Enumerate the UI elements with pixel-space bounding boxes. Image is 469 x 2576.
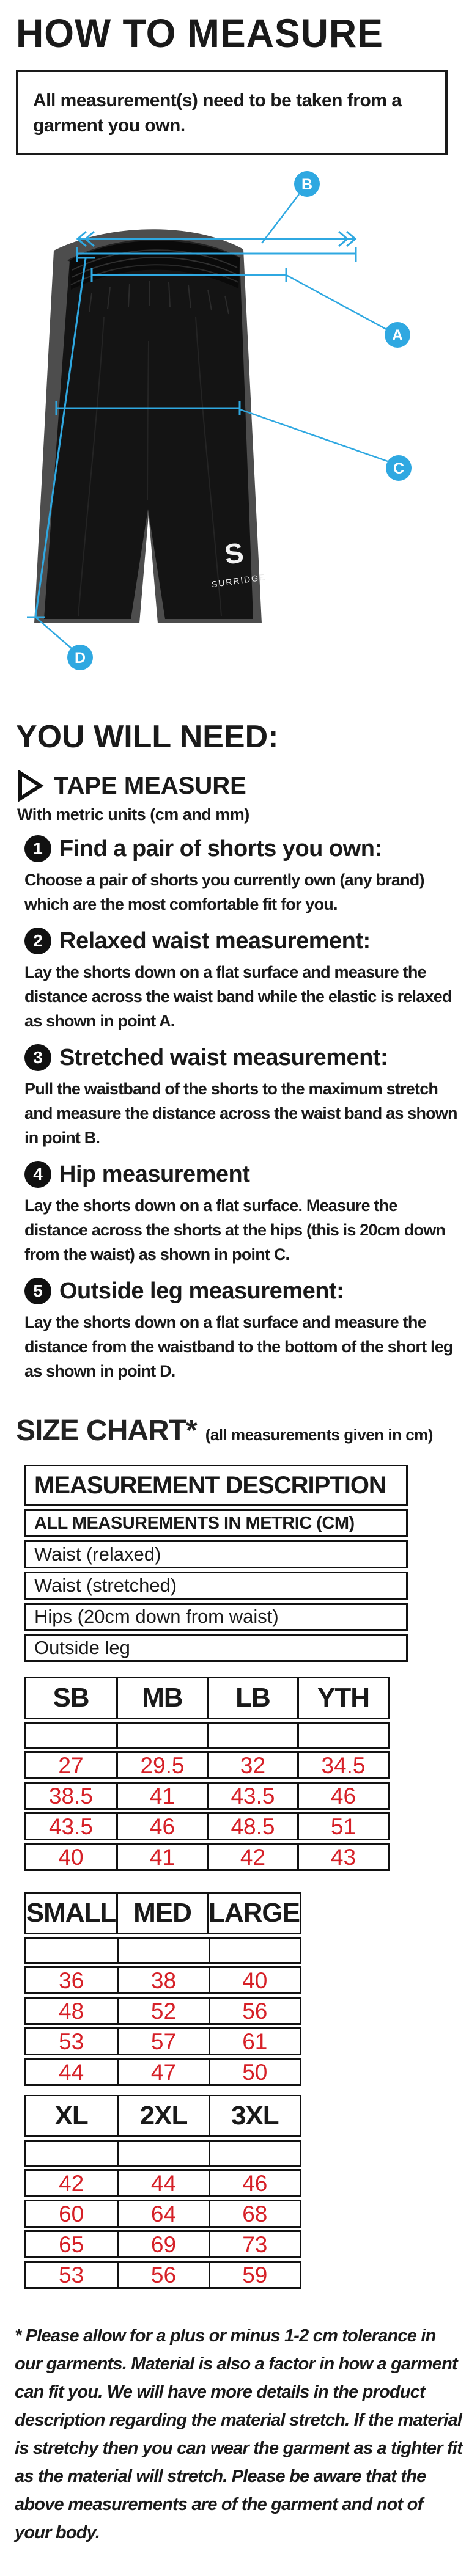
size-cell: 34.5 — [297, 1753, 388, 1779]
size-column-header: 3XL — [209, 2096, 300, 2135]
description-row: Waist (stretched) — [24, 1572, 408, 1600]
size-cell — [297, 1724, 388, 1747]
step-4 — [24, 1161, 459, 1267]
callout-line-c — [240, 409, 388, 461]
size-cell: 46 — [209, 2171, 300, 2197]
step-3-head — [24, 1044, 459, 1071]
intro-note-text: All measurement(s) need to be taken from a garment you own. — [33, 90, 402, 136]
size-cell: 53 — [59, 2263, 84, 2288]
size-table-empty-row — [24, 2140, 301, 2167]
step-2 — [24, 928, 459, 1033]
step-title: Hip measurement — [59, 1161, 250, 1187]
size-cell: 59 — [209, 2263, 300, 2288]
you-will-need-heading: YOU WILL NEED: — [16, 719, 279, 755]
size-cell — [207, 1724, 297, 1747]
size-cell: 56 — [117, 2263, 208, 2288]
size-cell: 42 — [207, 1845, 297, 1870]
tape-measure-row — [17, 770, 469, 802]
description-row: ALL MEASUREMENTS IN METRIC (CM) — [24, 1509, 408, 1537]
size-cell: 50 — [209, 2060, 300, 2085]
step-body: Lay the shorts down on a flat surface. Measure the distance across the shorts at the hips (this is 20cm down from the waist) as shown in point C. — [24, 1196, 446, 1264]
size-cell: 42 — [59, 2171, 84, 2196]
size-cell: 60 — [59, 2201, 84, 2227]
size-cell: 40 — [209, 1968, 300, 1994]
step-5-head — [24, 1278, 459, 1304]
shorts-illustration — [0, 158, 469, 683]
step-2-head — [24, 928, 459, 954]
size-table-data-row — [24, 1966, 301, 1994]
size-table-boys-youth — [24, 1677, 390, 1871]
marker-c-label: C — [393, 460, 405, 477]
size-cell: 65 — [59, 2232, 84, 2257]
size-cell: 43.5 — [48, 1814, 93, 1839]
size-table-data-row — [24, 1782, 390, 1810]
step-number-badge: 1 — [24, 835, 51, 862]
size-table-data-row — [24, 1751, 390, 1779]
description-table-header: MEASUREMENT DESCRIPTION — [24, 1465, 408, 1506]
size-table-header-row — [24, 1677, 390, 1719]
size-column-header: LARGE — [207, 1894, 300, 1933]
size-cell: 43 — [297, 1845, 388, 1870]
size-cell: 40 — [58, 1845, 84, 1870]
step-body: Lay the shorts down on a flat surface and measure the distance from the waistband to the bottom of the short leg as shown in point D. — [24, 1313, 453, 1380]
size-cell: 46 — [116, 1814, 207, 1840]
marker-a-label: A — [391, 327, 404, 344]
size-cell: 47 — [117, 2060, 208, 2085]
size-table-data-row — [24, 2058, 301, 2086]
size-table-data-row — [24, 2261, 301, 2289]
step-body: Lay the shorts down on a flat surface and measure the distance across the waist band while the elastic is relaxed as shown in point A. — [24, 963, 452, 1030]
step-title: Outside leg measurement: — [59, 1278, 344, 1304]
size-column-header: SMALL — [26, 1898, 116, 1928]
size-cell: 73 — [209, 2232, 300, 2258]
step-title: Stretched waist measurement: — [59, 1044, 388, 1070]
size-table-data-row — [24, 2200, 301, 2228]
size-cell: 46 — [297, 1784, 388, 1809]
size-cell: 48.5 — [207, 1814, 297, 1840]
size-cell: 57 — [117, 2029, 208, 2055]
callout-line-a — [286, 275, 386, 329]
size-cell — [26, 2142, 117, 2165]
step-5 — [24, 1278, 459, 1383]
step-number-badge: 3 — [24, 1044, 51, 1071]
size-cell: 68 — [209, 2201, 300, 2227]
size-table-data-row — [24, 2027, 301, 2055]
size-chart-title: SIZE CHART* — [16, 1414, 197, 1447]
size-table-header-row — [24, 1892, 301, 1934]
size-table-data-row — [24, 2169, 301, 2197]
surridge-logo-mark: S — [222, 536, 246, 571]
size-table-header-row — [24, 2095, 301, 2137]
size-column-header: YTH — [297, 1678, 388, 1718]
callout-line-b — [262, 194, 299, 243]
description-row: Hips (20cm down from waist) — [24, 1603, 408, 1631]
marker-b-label: B — [301, 176, 313, 193]
size-cell: 69 — [117, 2232, 208, 2258]
description-row: Waist (relaxed) — [24, 1540, 408, 1568]
step-3 — [24, 1044, 459, 1150]
size-column-header: MED — [116, 1894, 207, 1933]
step-number-badge: 2 — [24, 928, 51, 954]
size-table-data-row — [24, 1843, 390, 1871]
size-column-header: XL — [54, 2101, 88, 2131]
size-cell: 56 — [209, 1999, 300, 2024]
size-cell — [116, 1724, 207, 1747]
tape-measure-icon — [17, 770, 44, 802]
size-cell: 29.5 — [116, 1753, 207, 1779]
size-table-adult — [24, 1892, 301, 2086]
step-1 — [24, 835, 459, 917]
size-cell — [117, 2142, 208, 2165]
step-title: Find a pair of shorts you own: — [59, 835, 382, 862]
size-cell: 44 — [117, 2171, 208, 2197]
size-cell — [209, 2142, 300, 2165]
size-table-data-row — [24, 1997, 301, 2025]
size-cell: 64 — [117, 2201, 208, 2227]
measurement-description-table — [24, 1465, 408, 1662]
size-table-adult-xl — [24, 2095, 301, 2289]
size-column-header: LB — [207, 1678, 297, 1718]
size-table-data-row — [24, 1812, 390, 1840]
size-cell: 32 — [207, 1753, 297, 1779]
surridge-wordmark: SURRIDGE — [210, 571, 267, 590]
size-cell: 27 — [58, 1753, 84, 1778]
step-number-badge: 5 — [24, 1278, 51, 1304]
tolerance-footnote: * Please allow for a plus or minus 1-2 cm tolerance in our garments. Material is also a factor in how a garment can fit you. We will have more details in the product description regarding the material stretch. If the material is stretchy then you can wear the garment as a tighter fit as the material will stretch. Please be aware that the above measurements are of the garment and not of your body. — [15, 2326, 462, 2542]
size-cell — [209, 1939, 300, 1962]
size-cell: 38 — [117, 1968, 208, 1994]
tape-measure-label: TAPE MEASURE — [54, 772, 246, 799]
step-number-badge: 4 — [24, 1161, 51, 1188]
step-1-head — [24, 835, 459, 862]
size-column-header: 2XL — [117, 2096, 208, 2135]
size-table-data-row — [24, 2230, 301, 2258]
size-table-empty-row — [24, 1937, 301, 1964]
size-cell: 41 — [116, 1784, 207, 1809]
size-cell: 52 — [117, 1999, 208, 2024]
size-cell: 36 — [59, 1968, 84, 1993]
size-chart-heading-row — [16, 1414, 469, 1447]
size-cell: 51 — [297, 1814, 388, 1840]
size-column-header: MB — [116, 1678, 207, 1718]
size-cell: 44 — [59, 2060, 84, 2085]
step-body: Choose a pair of shorts you currently own (any brand) which are the most comfortable fit for you. — [24, 871, 424, 913]
tape-measure-note: With metric units (cm and mm) — [17, 805, 249, 824]
size-cell — [117, 1939, 208, 1962]
description-row: Outside leg — [24, 1634, 408, 1662]
size-cell: 53 — [59, 2029, 84, 2054]
measure-steps — [24, 835, 459, 1383]
marker-d-label: D — [74, 649, 86, 667]
size-cell — [26, 1939, 117, 1962]
size-table-empty-row — [24, 1722, 390, 1749]
step-title: Relaxed waist measurement: — [59, 928, 371, 954]
page-title: HOW TO MEASURE — [16, 10, 383, 56]
step-4-head — [24, 1161, 459, 1188]
shorts-measurement-diagram — [0, 158, 469, 683]
size-cell: 38.5 — [48, 1784, 93, 1809]
size-cell — [26, 1724, 116, 1747]
size-cell: 41 — [116, 1845, 207, 1870]
size-chart-note: (all measurements given in cm) — [205, 1425, 433, 1444]
intro-note-box — [16, 70, 448, 155]
size-column-header: SB — [53, 1683, 89, 1713]
size-cell: 48 — [59, 1999, 84, 2024]
size-cell: 61 — [209, 2029, 300, 2055]
size-cell: 43.5 — [207, 1784, 297, 1809]
step-body: Pull the waistband of the shorts to the maximum stretch and measure the distance across the waist band as shown in point B. — [24, 1080, 457, 1147]
